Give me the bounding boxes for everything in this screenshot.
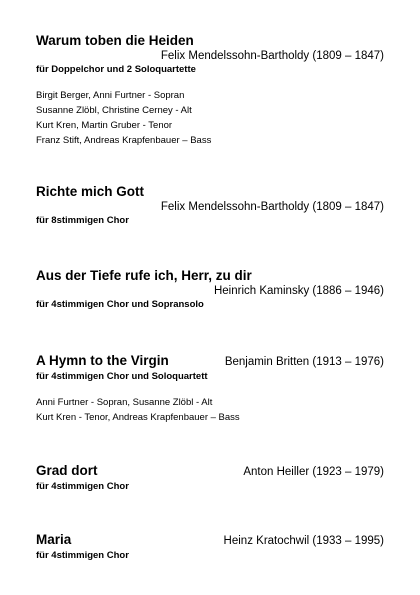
program-piece-2 — [36, 184, 384, 230]
piece-composer: Felix Mendelssohn-Bartholdy (1809 – 1847) — [160, 201, 384, 213]
program-piece-3 — [36, 268, 384, 314]
performer-list — [36, 395, 240, 425]
performer-line: Anni Furtner - Sopran, Susanne Zlöbl - Alt — [36, 397, 213, 408]
piece-title: Grad dort — [36, 463, 98, 478]
piece-scoring: für 4stimmigen Chor — [36, 481, 129, 492]
piece-composer: Felix Mendelssohn-Bartholdy (1809 – 1847) — [160, 50, 384, 62]
piece-scoring: für 4stimmigen Chor und Sopransolo — [36, 299, 204, 310]
performer-line: Kurt Kren, Martin Gruber - Tenor — [36, 120, 173, 131]
piece-title: Richte mich Gott — [36, 184, 145, 199]
piece-title: A Hymn to the Virgin — [36, 353, 169, 368]
program-piece-1 — [36, 33, 384, 151]
program-piece-5 — [36, 463, 384, 495]
piece-composer: Anton Heiller (1923 – 1979) — [243, 466, 384, 478]
piece-scoring: für Doppelchor und 2 Soloquartette — [36, 64, 196, 75]
piece-title: Maria — [36, 532, 72, 547]
performer-line: Birgit Berger, Anni Furtner - Sopran — [36, 90, 185, 101]
piece-composer: Heinz Kratochwil (1933 – 1995) — [223, 535, 384, 547]
piece-title: Warum toben die Heiden — [36, 33, 194, 48]
piece-composer: Heinrich Kaminsky (1886 – 1946) — [213, 285, 384, 297]
piece-scoring: für 4stimmigen Chor und Soloquartett — [36, 371, 208, 382]
performer-line: Franz Stift, Andreas Krapfenbauer – Bass — [36, 135, 212, 146]
program-piece-4 — [36, 353, 384, 427]
performer-list — [36, 88, 211, 148]
performer-line: Kurt Kren - Tenor, Andreas Krapfenbauer – Bass — [36, 412, 240, 423]
piece-scoring: für 4stimmigen Chor — [36, 550, 129, 561]
piece-composer: Benjamin Britten (1913 – 1976) — [224, 356, 384, 368]
program-piece-6 — [36, 532, 384, 564]
performer-line: Susanne Zlöbl, Christine Cerney - Alt — [36, 105, 192, 116]
piece-title: Aus der Tiefe rufe ich, Herr, zu dir — [36, 268, 252, 283]
piece-scoring: für 8stimmigen Chor — [36, 215, 129, 226]
